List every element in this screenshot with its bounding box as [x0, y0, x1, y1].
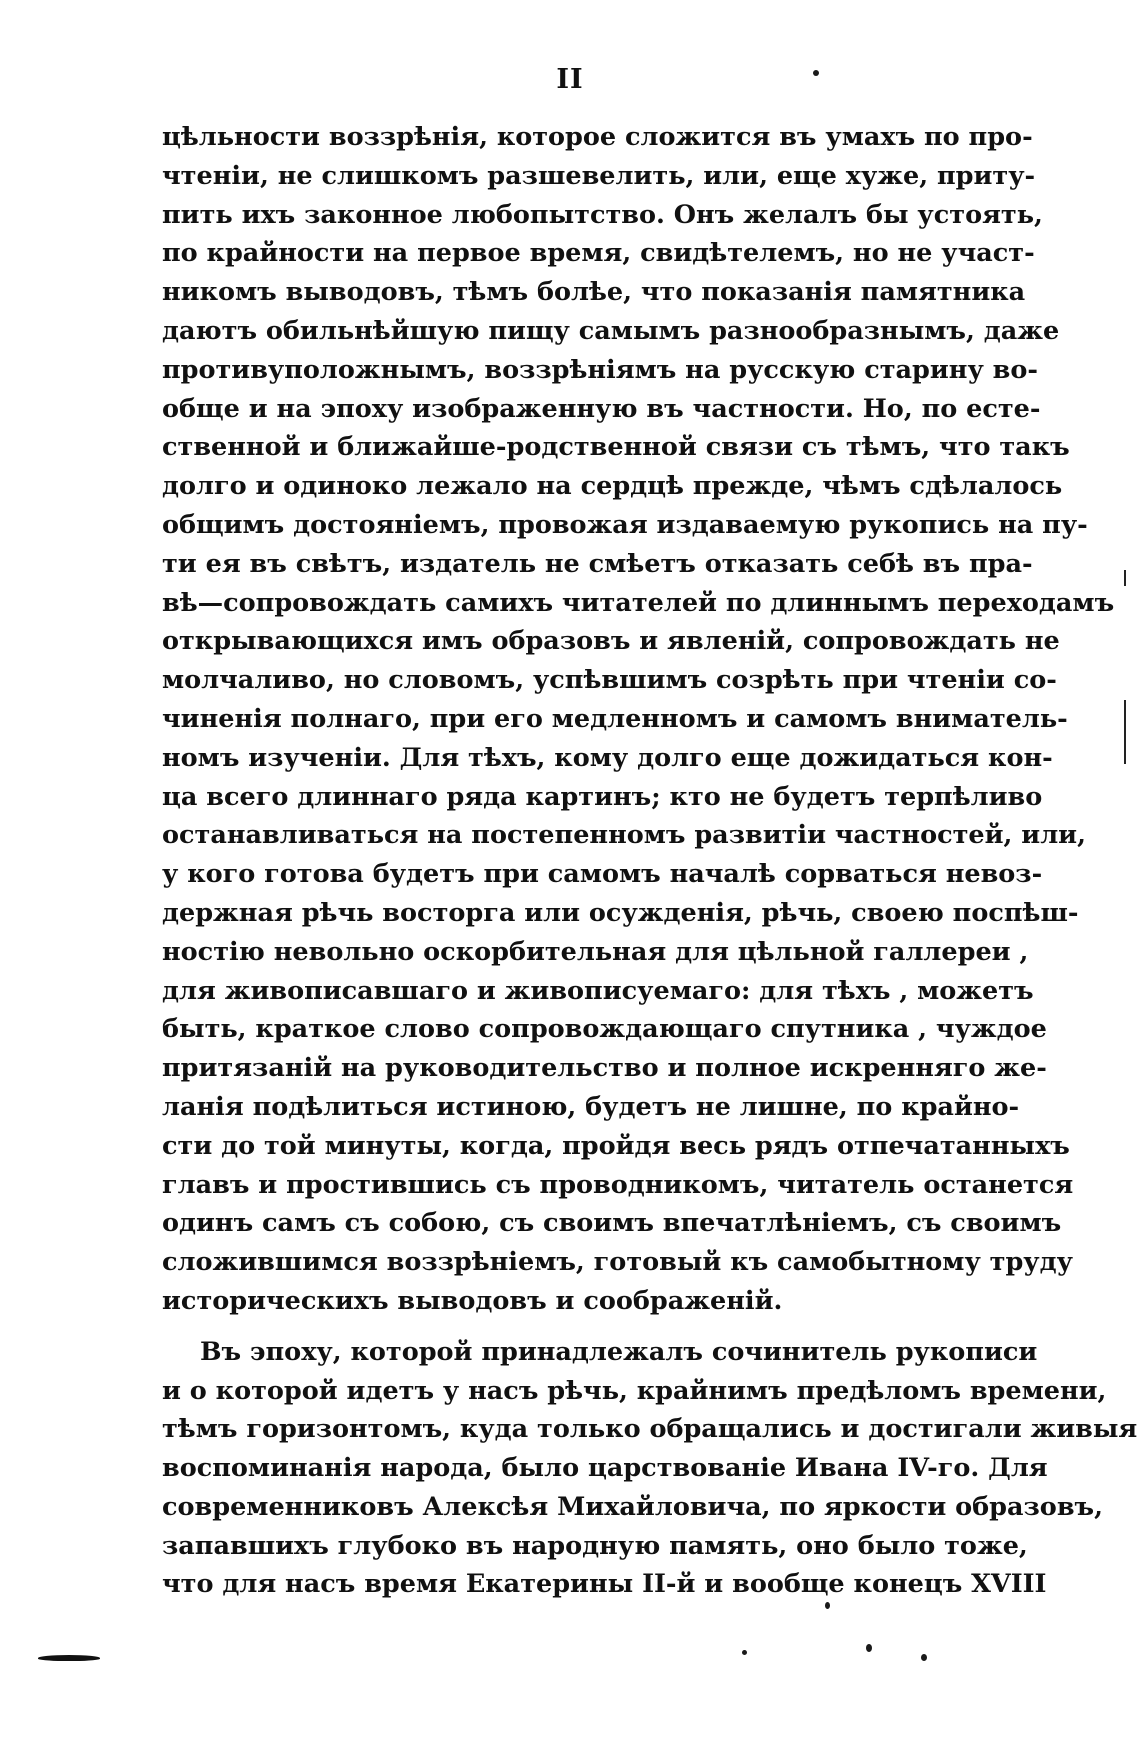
- text-line: открывающихся имъ образовъ и явленій, сопровождать не: [162, 626, 1060, 657]
- text-line: молчаливо, но словомъ, успѣвшимъ созрѣть при чтеніи со-: [162, 665, 1057, 696]
- text-line: ланія подѣлиться истиною, будетъ не лишне, по крайно-: [162, 1091, 1020, 1122]
- text-line: останавливаться на постепенномъ развитіи частностей, или,: [162, 820, 1086, 851]
- page-number: II: [556, 64, 584, 95]
- text-line: никомъ выводовъ, тѣмъ болѣе, что показанія памятника: [162, 277, 1026, 308]
- text-line: современниковъ Алексѣя Михайловича, по яркости образовъ,: [162, 1491, 1103, 1522]
- scan-speck: [742, 1650, 747, 1655]
- scan-speck: [825, 1602, 830, 1609]
- text-line: для живописавшаго и живописуемаго: для тѣхъ , можетъ: [162, 975, 1034, 1006]
- text-line: ностію невольно оскорбительная для цѣльной галлереи ,: [162, 936, 1029, 967]
- text-line: долго и одиноко лежало на сердцѣ прежде, чѣмъ сдѣлалось: [162, 471, 1063, 502]
- text-line: вѣ—сопровождать самихъ читателей по длиннымъ переходамъ: [162, 587, 1115, 618]
- text-line: одинъ самъ съ собою, съ своимъ впечатлѣніемъ, съ своимъ: [162, 1208, 1062, 1239]
- text-line: сти до той минуты, когда, пройдя весь рядъ отпечатанныхъ: [162, 1130, 1070, 1161]
- scan-edge-smudge: [38, 1655, 100, 1661]
- text-line: ца всего длиннаго ряда картинъ; кто не будетъ терпѣливо: [162, 781, 1043, 812]
- scan-margin-line: [1124, 700, 1126, 764]
- page-body-text: [162, 118, 1138, 1604]
- scan-speck: [866, 1644, 872, 1652]
- text-line: Въ эпоху, которой принадлежалъ сочинитель рукописи: [200, 1336, 1038, 1367]
- text-line: ственной и ближайше-родственной связи съ тѣмъ, что такъ: [162, 432, 1070, 463]
- text-line: историческихъ выводовъ и соображеній.: [162, 1285, 783, 1316]
- text-line: у кого готова будетъ при самомъ началѣ сорваться невоз-: [162, 859, 1043, 890]
- text-line: запавшихъ глубоко въ народную память, оно было тоже,: [162, 1530, 1028, 1561]
- text-line: быть, краткое слово сопровождающаго спутника , чуждое: [162, 1014, 1047, 1045]
- text-line: притязаній на руководительство и полное искренняго же-: [162, 1053, 1047, 1084]
- text-line: противуположнымъ, воззрѣніямъ на русскую старину во-: [162, 354, 1038, 385]
- text-line: даютъ обильнѣйшую пищу самымъ разнообразнымъ, даже: [162, 315, 1060, 346]
- text-line: сложившимся воззрѣніемъ, готовый къ самобытному труду: [162, 1247, 1073, 1278]
- text-line: и о которой идетъ у насъ рѣчь, крайнимъ предѣломъ времени,: [162, 1375, 1107, 1406]
- text-line: цѣльности воззрѣнія, которое сложится въ умахъ по про-: [162, 122, 1033, 152]
- text-line: чтеніи, не слишкомъ разшевелить, или, еще хуже, приту-: [162, 160, 1036, 191]
- text-line: держная рѣчь восторга или осужденія, рѣчь, своею поспѣш-: [162, 897, 1079, 928]
- text-line: по крайности на первое время, свидѣтелемъ, но не участ-: [162, 238, 1035, 269]
- paragraph-gap: [162, 1321, 1008, 1333]
- text-line: чиненія полнаго, при его медленномъ и самомъ вниматель-: [162, 703, 1068, 734]
- text-line: тѣмъ горизонтомъ, куда только обращались и достигали живыя: [162, 1414, 1138, 1445]
- text-line: ти ея въ свѣтъ, издатель не смѣетъ отказать себѣ въ пра-: [162, 548, 1033, 579]
- text-line: пить ихъ законное любопытство. Онъ желалъ бы устоять,: [162, 199, 1043, 230]
- text-line: воспоминанія народа, было царствованіе Ивана IV-го. Для: [162, 1453, 1048, 1484]
- text-line: общимъ достояніемъ, провожая издаваемую рукопись на пу-: [162, 509, 1088, 540]
- scan-speck: [813, 70, 819, 76]
- text-line: обще и на эпоху изображенную въ частности. Но, по есте-: [162, 393, 1041, 424]
- text-line: что для насъ время Екатерины II-й и вообще конецъ XVIII: [162, 1569, 1047, 1600]
- scan-margin-line: [1124, 570, 1126, 586]
- scan-speck: [921, 1654, 927, 1661]
- text-line: номъ изученіи. Для тѣхъ, кому долго еще дожидаться кон-: [162, 742, 1053, 773]
- text-line: главъ и простившись съ проводникомъ, читатель останется: [162, 1169, 1074, 1200]
